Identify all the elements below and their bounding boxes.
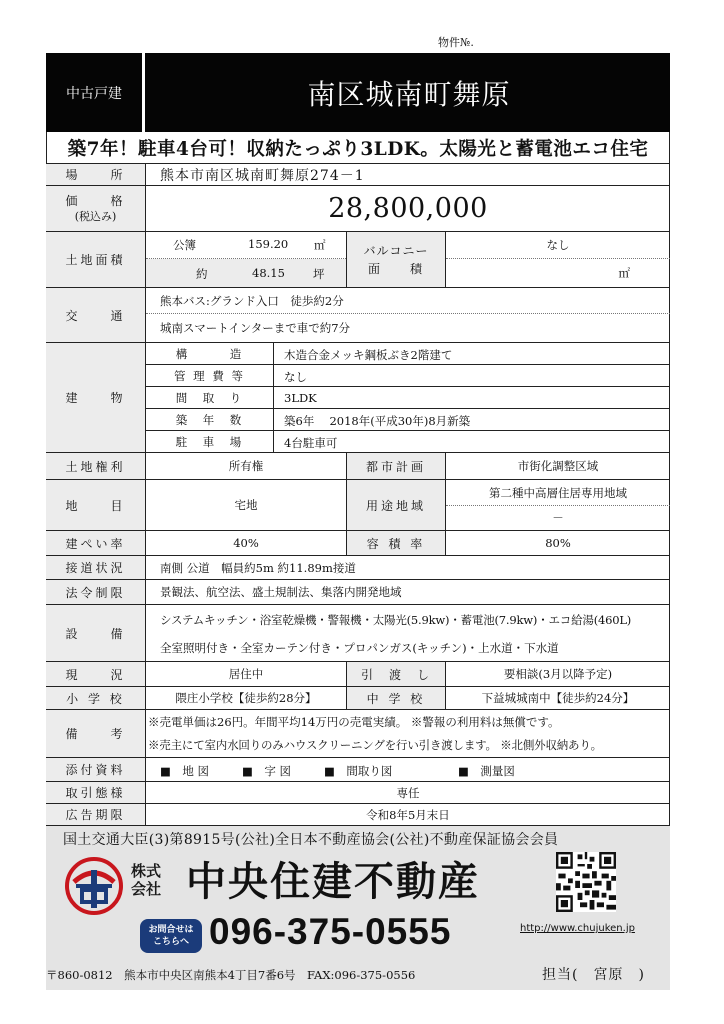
kabushiki-2: 会社 xyxy=(131,880,162,898)
attachment-item: ■ 字 図 xyxy=(242,764,292,778)
building-value: 築6年 2018年(平成30年)8月新築 xyxy=(284,414,471,428)
balcony-unit: ㎡ xyxy=(446,259,670,288)
company-name: 中央住建不動産 xyxy=(186,859,480,905)
building-row-management xyxy=(146,365,670,387)
law-value: 景観法、航空法、盛土規制法、集落内開発地域 xyxy=(146,580,670,605)
balcony-label-box xyxy=(346,232,446,288)
equipment-label: 設 備 xyxy=(46,605,146,662)
balcony-label: バルコニー xyxy=(363,243,429,258)
land-area-approx: 約 xyxy=(196,267,208,281)
property-type: 中古戸建 xyxy=(46,53,145,132)
location-value: 熊本市南区城南町舞原274－1 xyxy=(146,164,670,186)
location-label: 場 所 xyxy=(46,164,146,186)
property-title: 南区城南町舞原 xyxy=(307,77,511,111)
youto-value-1: 第二種中高層住居専用地域 xyxy=(446,480,670,506)
property-number-label: 物件№. xyxy=(438,36,474,49)
elementary-label: 小 学 校 xyxy=(46,687,146,710)
building-row-layout xyxy=(146,387,670,409)
deal-value: 専任 xyxy=(146,782,670,804)
contact-badge-line-2: こちらへ xyxy=(152,937,189,947)
land-area-sqm-value: 159.20 xyxy=(248,237,289,251)
status-value: 居住中 xyxy=(146,662,346,687)
license-text: 国土交通大臣(3)第8915号(公社)全日本不動産協会(公社)不動産保証協会会員 xyxy=(63,832,559,848)
land-area-kobo: 公簿 xyxy=(173,238,196,252)
land-area-row-2 xyxy=(146,259,346,288)
building-value: 木造合金メッキ鋼板ぶき2階建て xyxy=(284,348,453,362)
attachments-list xyxy=(146,758,670,782)
junior-value: 下益城城南中【徒歩約24分】 xyxy=(446,687,670,710)
kabushiki-kaisha xyxy=(131,862,177,898)
road-value: 南側 公道 幅員約5m 約11.89m接道 xyxy=(146,556,670,580)
attachment-item: ■ 地 図 xyxy=(160,764,210,778)
building-row-age xyxy=(146,409,670,431)
handover-label: 引 渡 し xyxy=(346,662,446,687)
transport-line-2: 城南スマートインターまで車で約7分 xyxy=(146,314,670,343)
building-value: 4台駐車可 xyxy=(284,436,338,450)
chimoku-label: 地 目 xyxy=(46,480,146,531)
ad-period-label: 広告期限 xyxy=(46,804,146,826)
building-label: 建 物 xyxy=(46,343,146,453)
qr-code-icon xyxy=(556,852,616,912)
building-key: 構 造 xyxy=(146,343,274,364)
attachment-item: ■ 間取り図 xyxy=(324,764,393,778)
building-key: 駐 車 場 xyxy=(146,431,274,452)
transport-label: 交 通 xyxy=(46,288,146,343)
price-value: 28,800,000 xyxy=(146,186,670,232)
chimoku-value: 宅地 xyxy=(146,480,346,531)
road-label: 接道状況 xyxy=(46,556,146,580)
website-link[interactable]: http://www.chujuken.jp xyxy=(520,923,635,934)
deal-label: 取引態様 xyxy=(46,782,146,804)
staff-in-charge: 担当( 宮原 ) xyxy=(542,967,645,983)
land-area-tsubo-unit: 坪 xyxy=(313,267,325,281)
price-label-box xyxy=(46,186,146,232)
handover-value: 要相談(3月以降予定) xyxy=(446,662,670,687)
ad-period-value: 令和8年5月末日 xyxy=(146,804,670,826)
remarks-label: 備 考 xyxy=(46,710,146,758)
remarks-line-2: ※売主にて室内水回りのみハウスクリーニングを行い引き渡します。 ※北側外収納あり。 xyxy=(148,738,602,752)
land-area-tsubo-value: 48.15 xyxy=(252,266,285,280)
equipment-line-2: 全室照明付き・全室カーテン付き・プロパンガス(キッチン)・上水道・下水道 xyxy=(160,641,559,655)
building-row-structure xyxy=(146,343,670,365)
building-value: なし xyxy=(284,370,307,384)
youto-label: 用途地域 xyxy=(346,480,446,531)
status-label: 現 況 xyxy=(46,662,146,687)
building-key: 管 理 費 等 xyxy=(146,365,274,386)
attachment-item: ■ 測量図 xyxy=(458,764,515,778)
elementary-value: 隈庄小学校【徒歩約28分】 xyxy=(146,687,346,710)
contact-badge-line-1: お問合せは xyxy=(148,925,194,935)
kenpei-label: 建ぺい率 xyxy=(46,531,146,556)
land-rights-label: 土地権利 xyxy=(46,453,146,480)
junior-label: 中 学 校 xyxy=(346,687,446,710)
building-key: 築 年 数 xyxy=(146,409,274,430)
equipment-line-1: システムキッチン・浴室乾燥機・警報機・太陽光(5.9kw)・蓄電池(7.9kw)・エコ給湯(460L) xyxy=(160,613,632,627)
building-key: 間 取 り xyxy=(146,387,274,408)
city-plan-value: 市街化調整区域 xyxy=(446,453,670,480)
balcony-value: なし xyxy=(446,232,670,259)
transport-line-1: 熊本バス:グランド入口 徒歩約2分 xyxy=(146,288,670,314)
company-logo-icon xyxy=(64,856,124,916)
remarks-line-1: ※売電単価は26円。年間平均14万円の売電実績。 ※警報の利用料は無償です。 xyxy=(148,715,560,729)
land-rights-value: 所有権 xyxy=(146,453,346,480)
youto-value-2: － xyxy=(446,506,670,531)
yoseki-label: 容 積 率 xyxy=(346,531,446,556)
kabushiki-1: 株式 xyxy=(131,862,162,880)
land-area-sqm-unit: ㎡ xyxy=(314,238,326,252)
land-area-row-1 xyxy=(146,232,346,259)
remarks-box xyxy=(146,710,670,758)
company-address: 〒860-0812 熊本市中央区南熊本4丁目7番6号 FAX:096-375-0556 xyxy=(46,968,416,982)
kenpei-value: 40% xyxy=(146,531,346,556)
contact-badge xyxy=(140,919,202,953)
equipment-box xyxy=(146,605,670,662)
building-table xyxy=(146,343,670,453)
price-sublabel: (税込み) xyxy=(74,209,117,223)
attachments-label: 添付資料 xyxy=(46,758,146,782)
city-plan-label: 都市計画 xyxy=(346,453,446,480)
phone-number[interactable]: 096-375-0555 xyxy=(209,911,452,952)
law-label: 法令制限 xyxy=(46,580,146,605)
yoseki-value: 80% xyxy=(446,531,670,556)
price-label: 価 格 xyxy=(65,193,126,208)
catch-copy: 築7年！駐車4台可！収納たっぷり3LDK。太陽光と蓄電池エコ住宅 xyxy=(46,133,670,164)
building-value: 3LDK xyxy=(284,391,317,405)
land-area-label: 土地面積 xyxy=(46,232,146,288)
building-row-parking xyxy=(146,431,670,453)
balcony-area-label: 面 積 xyxy=(367,261,424,276)
